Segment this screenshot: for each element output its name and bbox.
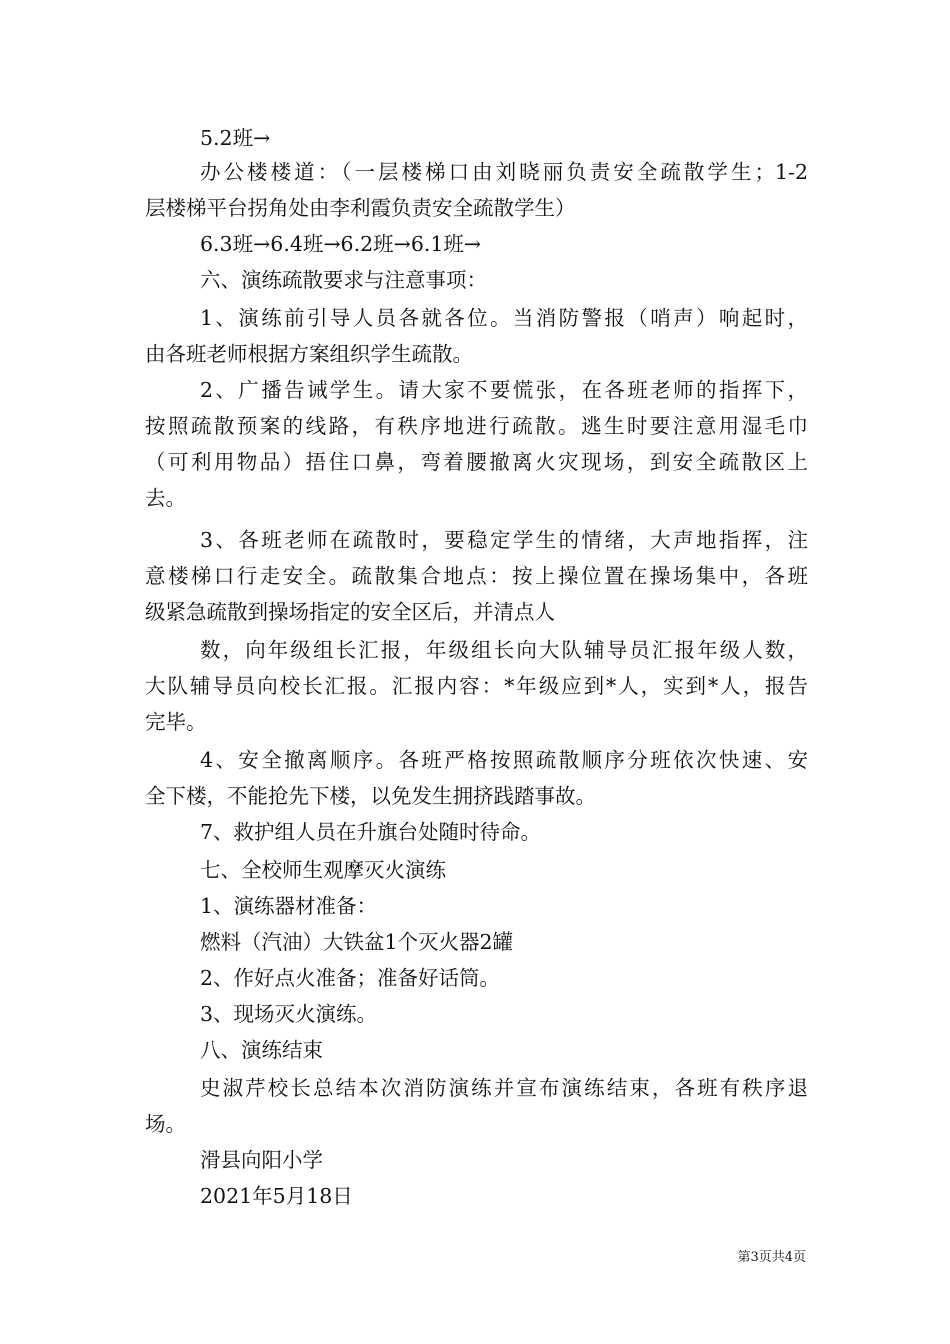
text-line: 级紧急疏散到操场指定的安全区后，并清点人 — [145, 600, 555, 624]
text-line: 由各班老师根据方案组织学生疏散。 — [145, 342, 473, 366]
text-line: 七、全校师生观摩灭火演练 — [200, 858, 446, 882]
text-line: 完毕。 — [145, 710, 207, 734]
text-line: 滑县向阳小学 — [200, 1148, 323, 1172]
text-line: 六、演练疏散要求与注意事项： — [200, 268, 487, 292]
text-line: 2、作好点火准备；准备好话筒。 — [200, 966, 501, 990]
text-line: 3、各班老师在疏散时，要稳定学生的情绪，大声地指挥，注 — [200, 528, 808, 552]
text-line: 5.2班→ — [200, 126, 271, 150]
text-line: 1、演练器材准备： — [200, 894, 378, 918]
text-line: 4、安全撤离顺序。各班严格按照疏散顺序分班依次快速、安 — [200, 748, 808, 772]
text-line: 按照疏散预案的线路，有秩序地进行疏散。逃生时要注意用湿毛巾 — [145, 414, 808, 438]
text-line: （可利用物品）捂住口鼻，弯着腰撤离火灾现场，到安全疏散区上 — [145, 450, 808, 474]
text-line: 7、救护组人员在升旗台处随时待命。 — [200, 820, 542, 844]
text-line: 6.3班→6.4班→6.2班→6.1班→ — [200, 232, 482, 256]
page-number: 第3页共4页 — [737, 1250, 806, 1265]
text-line: 数，向年级组长汇报，年级组长向大队辅导员汇报年级人数， — [200, 638, 808, 662]
text-line: 去。 — [145, 486, 186, 510]
text-line: 燃料（汽油）大铁盆1个灭火器2罐 — [200, 930, 514, 954]
text-line: 意楼梯口行走安全。疏散集合地点：按上操位置在操场集中，各班 — [145, 564, 808, 588]
text-line: 层楼梯平台拐角处由李利霞负责安全疏散学生） — [145, 196, 576, 220]
text-line: 史淑芹校长总结本次消防演练并宣布演练结束，各班有秩序退 — [200, 1076, 808, 1100]
text-line: 1、演练前引导人员各就各位。当消防警报（哨声）响起时， — [200, 306, 808, 330]
text-line: 2、广播告诫学生。请大家不要慌张，在各班老师的指挥下， — [200, 378, 808, 402]
text-line: 场。 — [145, 1112, 186, 1136]
text-line: 2021年5月18日 — [200, 1184, 353, 1208]
text-line: 大队辅导员向校长汇报。汇报内容：*年级应到*人，实到*人，报告 — [145, 674, 808, 698]
text-line: 全下楼，不能抢先下楼，以免发生拥挤践踏事故。 — [145, 784, 596, 808]
text-line: 办公楼楼道：（一层楼梯口由刘晓丽负责安全疏散学生；1-2 — [200, 160, 808, 184]
text-line: 八、演练结束 — [200, 1038, 323, 1062]
text-line: 3、现场灭火演练。 — [200, 1002, 378, 1026]
